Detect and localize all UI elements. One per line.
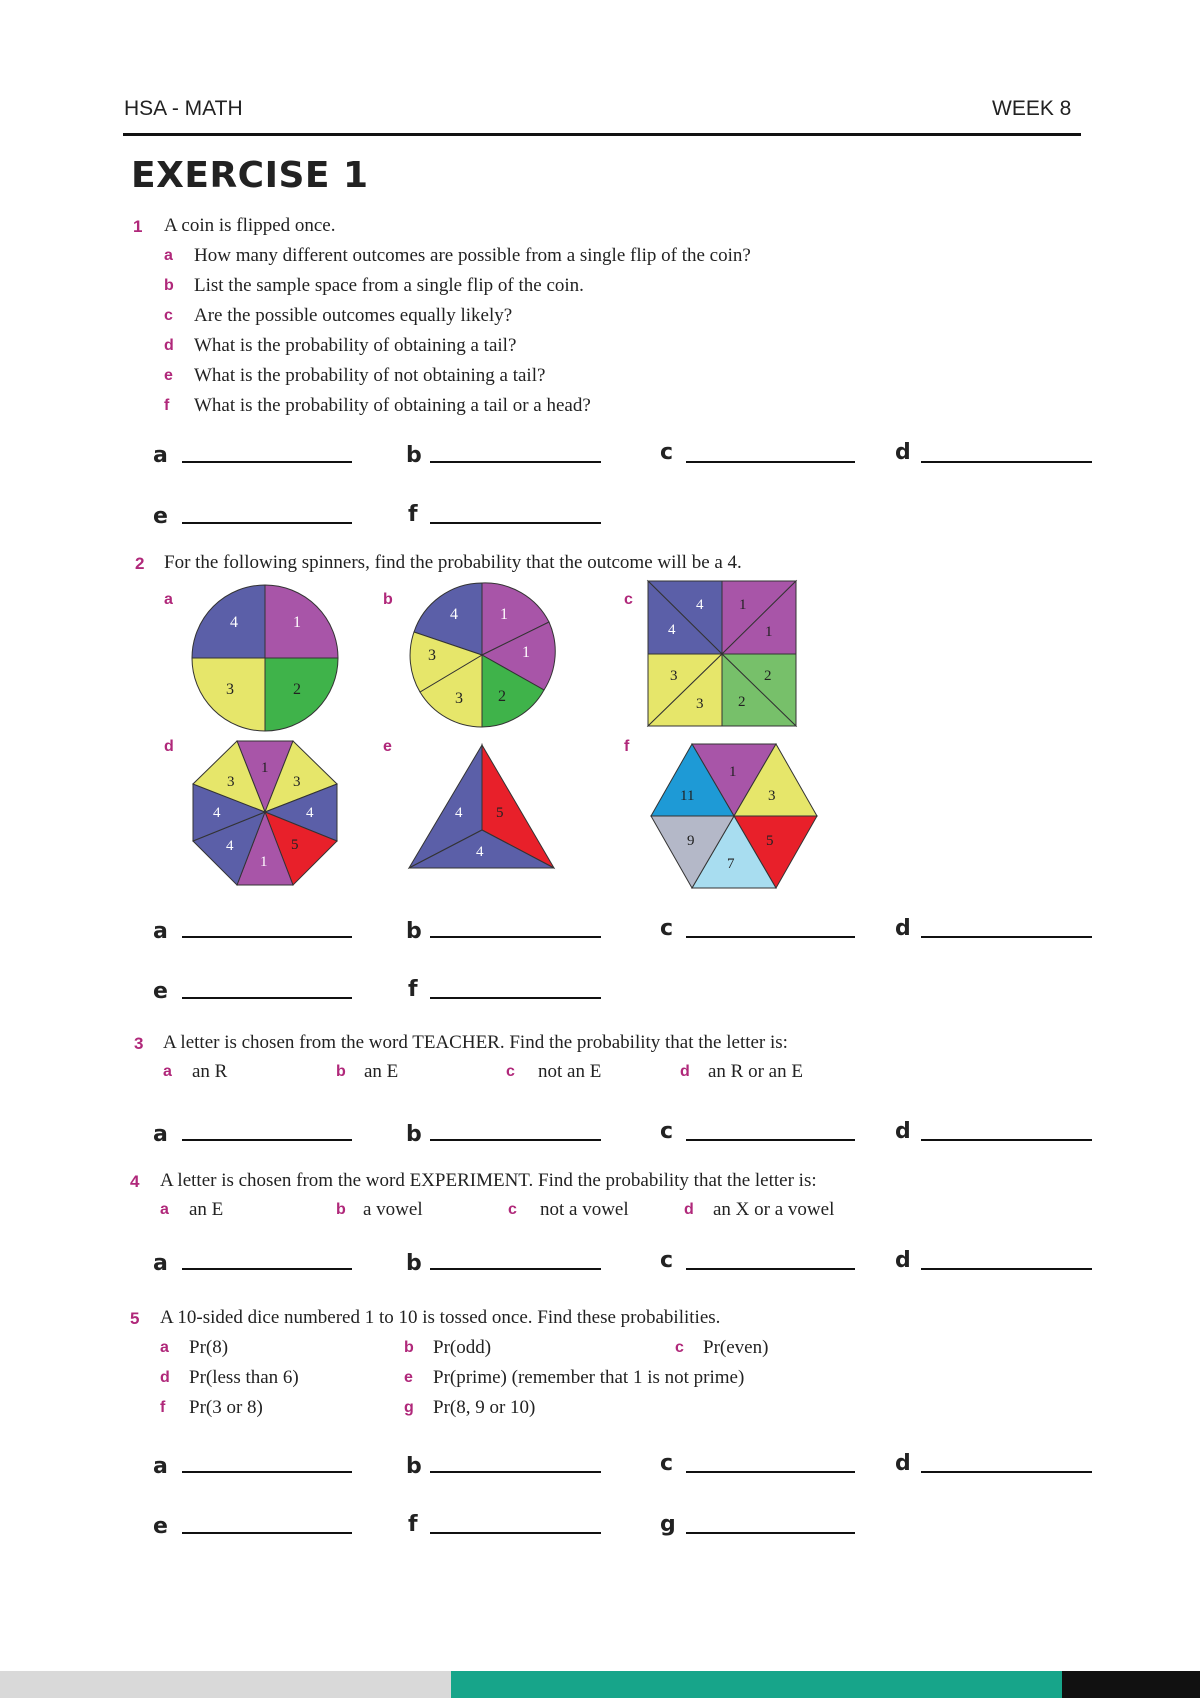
- footer-bar-teal: [451, 1671, 1062, 1698]
- q1-number: 1: [133, 217, 143, 236]
- q1-answer-label: c: [660, 440, 674, 465]
- q4-part-text: an E: [189, 1199, 224, 1220]
- q4-answer-line[interactable]: [686, 1268, 855, 1270]
- svg-text:4: 4: [306, 805, 314, 821]
- q3-part-label: a: [163, 1063, 172, 1080]
- spinner-a: [192, 585, 338, 731]
- q3-answer-label: d: [895, 1119, 911, 1144]
- svg-text:3: 3: [226, 681, 234, 698]
- q2-answer-line[interactable]: [686, 936, 855, 938]
- q4-part-label: b: [336, 1201, 346, 1218]
- spinner-f: [651, 744, 817, 888]
- q5-part-label: f: [160, 1399, 166, 1416]
- q2-answer-line[interactable]: [430, 936, 601, 938]
- spinner-label: a: [164, 591, 173, 608]
- q5-part-text: Pr(prime) (remember that 1 is not prime): [433, 1367, 745, 1388]
- svg-text:1: 1: [500, 606, 508, 623]
- q3-answer-label: a: [153, 1122, 168, 1147]
- q1-part-text: What is the probability of not obtaining a tail?: [194, 365, 546, 386]
- q1-part-label: f: [164, 397, 170, 414]
- q5-answer-line[interactable]: [921, 1471, 1092, 1473]
- q1-part-label: c: [164, 307, 173, 324]
- q3-answer-line[interactable]: [182, 1139, 352, 1141]
- svg-text:3: 3: [293, 774, 301, 790]
- q1-answer-label: d: [895, 440, 911, 465]
- page-title: EXERCISE 1: [131, 155, 369, 196]
- q3-answer-label: b: [406, 1122, 422, 1147]
- spinner-b: [410, 583, 555, 727]
- q3-part-label: c: [506, 1063, 515, 1080]
- q4-part-label: a: [160, 1201, 169, 1218]
- svg-text:2: 2: [738, 694, 746, 710]
- q1-text: A coin is flipped once.: [164, 215, 336, 236]
- q3-part-text: an E: [364, 1061, 399, 1082]
- q5-part-text: Pr(less than 6): [189, 1367, 299, 1388]
- q5-part-text: Pr(3 or 8): [189, 1397, 263, 1418]
- spinner-d: [193, 741, 337, 885]
- q3-answer-line[interactable]: [430, 1139, 601, 1141]
- footer-bar-gray: [0, 1671, 451, 1698]
- svg-text:3: 3: [455, 690, 463, 707]
- q5-answer-line[interactable]: [686, 1471, 855, 1473]
- q5-answer-label: c: [660, 1451, 674, 1476]
- q4-answer-line[interactable]: [921, 1268, 1092, 1270]
- q1-answer-label: f: [408, 502, 418, 527]
- svg-text:5: 5: [766, 833, 774, 849]
- q1-part-label: d: [164, 337, 174, 354]
- q2-number: 2: [135, 554, 145, 573]
- q5-answer-label: a: [153, 1454, 168, 1479]
- q5-answer-label: b: [406, 1454, 422, 1479]
- q2-answer-line[interactable]: [921, 936, 1092, 938]
- q4-text: A letter is chosen from the word EXPERIMENT. Find the probability that the letter is:: [160, 1170, 817, 1191]
- svg-text:11: 11: [680, 788, 695, 804]
- spinner-c: [648, 581, 796, 726]
- q5-part-text: Pr(8, 9 or 10): [433, 1397, 536, 1418]
- q4-part-text: an X or a vowel: [713, 1199, 835, 1220]
- q2-text: For the following spinners, find the probability that the outcome will be a 4.: [164, 552, 742, 573]
- q1-part-label: e: [164, 367, 173, 384]
- svg-text:2: 2: [764, 668, 772, 684]
- q2-answer-label: b: [406, 919, 422, 944]
- svg-text:7: 7: [727, 856, 735, 872]
- q5-part-label: g: [404, 1399, 414, 1416]
- svg-text:4: 4: [226, 838, 234, 854]
- q4-number: 4: [130, 1172, 140, 1191]
- svg-text:4: 4: [450, 606, 458, 623]
- q2-answer-label: a: [153, 919, 168, 944]
- q5-part-text: Pr(odd): [433, 1337, 492, 1358]
- q4-part-text: not a vowel: [540, 1199, 629, 1220]
- q3-part-text: not an E: [538, 1061, 602, 1082]
- q2-answer-line[interactable]: [182, 997, 352, 999]
- svg-text:1: 1: [261, 760, 269, 776]
- svg-text:4: 4: [476, 844, 484, 860]
- svg-text:1: 1: [260, 854, 268, 870]
- q2-answer-line[interactable]: [182, 936, 352, 938]
- q5-part-label: c: [675, 1339, 684, 1356]
- svg-text:3: 3: [768, 788, 776, 804]
- q4-answer-label: c: [660, 1248, 674, 1273]
- spinner-label: d: [164, 738, 174, 755]
- q4-answer-label: a: [153, 1251, 168, 1276]
- q5-answer-line[interactable]: [430, 1471, 601, 1473]
- q1-part-label: a: [164, 247, 173, 264]
- q1-part-text: What is the probability of obtaining a tail?: [194, 335, 517, 356]
- svg-text:4: 4: [455, 805, 463, 821]
- q4-answer-label: d: [895, 1248, 911, 1273]
- q3-answer-line[interactable]: [686, 1139, 855, 1141]
- q1-part-text: List the sample space from a single flip of the coin.: [194, 275, 584, 296]
- q3-text: A letter is chosen from the word TEACHER. Find the probability that the letter is:: [163, 1032, 788, 1053]
- spinner-label: e: [383, 738, 392, 755]
- q1-answer-label: e: [153, 504, 168, 529]
- spinner-label: f: [624, 738, 630, 755]
- q5-answer-label: g: [660, 1512, 676, 1537]
- q5-answer-label: d: [895, 1451, 911, 1476]
- svg-text:3: 3: [670, 668, 678, 684]
- header-left: HSA - MATH: [124, 97, 243, 120]
- q2-answer-label: c: [660, 916, 674, 941]
- svg-text:3: 3: [428, 647, 436, 664]
- svg-text:1: 1: [522, 644, 530, 661]
- q1-answer-label: a: [153, 443, 168, 468]
- q3-part-label: d: [680, 1063, 690, 1080]
- spinner-label: b: [383, 591, 393, 608]
- svg-text:9: 9: [687, 833, 695, 849]
- q3-part-label: b: [336, 1063, 346, 1080]
- q4-answer-label: b: [406, 1251, 422, 1276]
- q5-number: 5: [130, 1309, 140, 1328]
- q1-part-text: Are the possible outcomes equally likely?: [194, 305, 513, 326]
- svg-text:5: 5: [291, 837, 299, 853]
- q5-text: A 10-sided dice numbered 1 to 10 is tossed once. Find these probabilities.: [160, 1307, 721, 1328]
- q5-part-label: d: [160, 1369, 170, 1386]
- svg-text:3: 3: [227, 774, 235, 790]
- q1-part-text: What is the probability of obtaining a tail or a head?: [194, 395, 591, 416]
- svg-text:5: 5: [496, 805, 504, 821]
- q2-answer-label: d: [895, 916, 911, 941]
- q1-part-text: How many different outcomes are possible from a single flip of the coin?: [194, 245, 751, 266]
- q4-part-text: a vowel: [363, 1199, 423, 1220]
- svg-text:1: 1: [729, 764, 737, 780]
- spinner-label: c: [624, 591, 633, 608]
- q1-answer-label: b: [406, 443, 422, 468]
- footer-bar-black: [1062, 1671, 1200, 1698]
- q2-answer-line[interactable]: [430, 997, 601, 999]
- svg-text:2: 2: [498, 688, 506, 705]
- q4-part-label: d: [684, 1201, 694, 1218]
- svg-text:3: 3: [696, 696, 704, 712]
- q5-part-label: b: [404, 1339, 414, 1356]
- q5-part-label: a: [160, 1339, 169, 1356]
- q2-answer-label: e: [153, 979, 168, 1004]
- q3-answer-label: c: [660, 1119, 674, 1144]
- svg-text:4: 4: [230, 614, 238, 631]
- svg-text:4: 4: [668, 622, 676, 638]
- svg-text:1: 1: [293, 614, 301, 631]
- q3-answer-line[interactable]: [921, 1139, 1092, 1141]
- header-right: WEEK 8: [992, 97, 1072, 120]
- q5-answer-line[interactable]: [686, 1532, 855, 1534]
- svg-text:2: 2: [293, 681, 301, 698]
- q3-part-text: an R or an E: [708, 1061, 803, 1082]
- q5-answer-line[interactable]: [182, 1471, 352, 1473]
- q5-part-text: Pr(8): [189, 1337, 229, 1358]
- spinner-e: [409, 745, 554, 868]
- q5-answer-line[interactable]: [182, 1532, 352, 1534]
- q4-answer-line[interactable]: [430, 1268, 601, 1270]
- q1-part-label: b: [164, 277, 174, 294]
- q5-answer-line[interactable]: [430, 1532, 601, 1534]
- q5-answer-label: f: [408, 1512, 418, 1537]
- svg-text:1: 1: [765, 624, 773, 640]
- q3-part-text: an R: [192, 1061, 228, 1082]
- q4-part-label: c: [508, 1201, 517, 1218]
- q4-answer-line[interactable]: [182, 1268, 352, 1270]
- svg-text:4: 4: [213, 805, 221, 821]
- q5-answer-label: e: [153, 1514, 168, 1539]
- q3-number: 3: [134, 1034, 144, 1053]
- q5-part-label: e: [404, 1369, 413, 1386]
- svg-text:4: 4: [696, 597, 704, 613]
- q2-answer-label: f: [408, 977, 418, 1002]
- q5-part-text: Pr(even): [703, 1337, 769, 1358]
- svg-text:1: 1: [739, 597, 747, 613]
